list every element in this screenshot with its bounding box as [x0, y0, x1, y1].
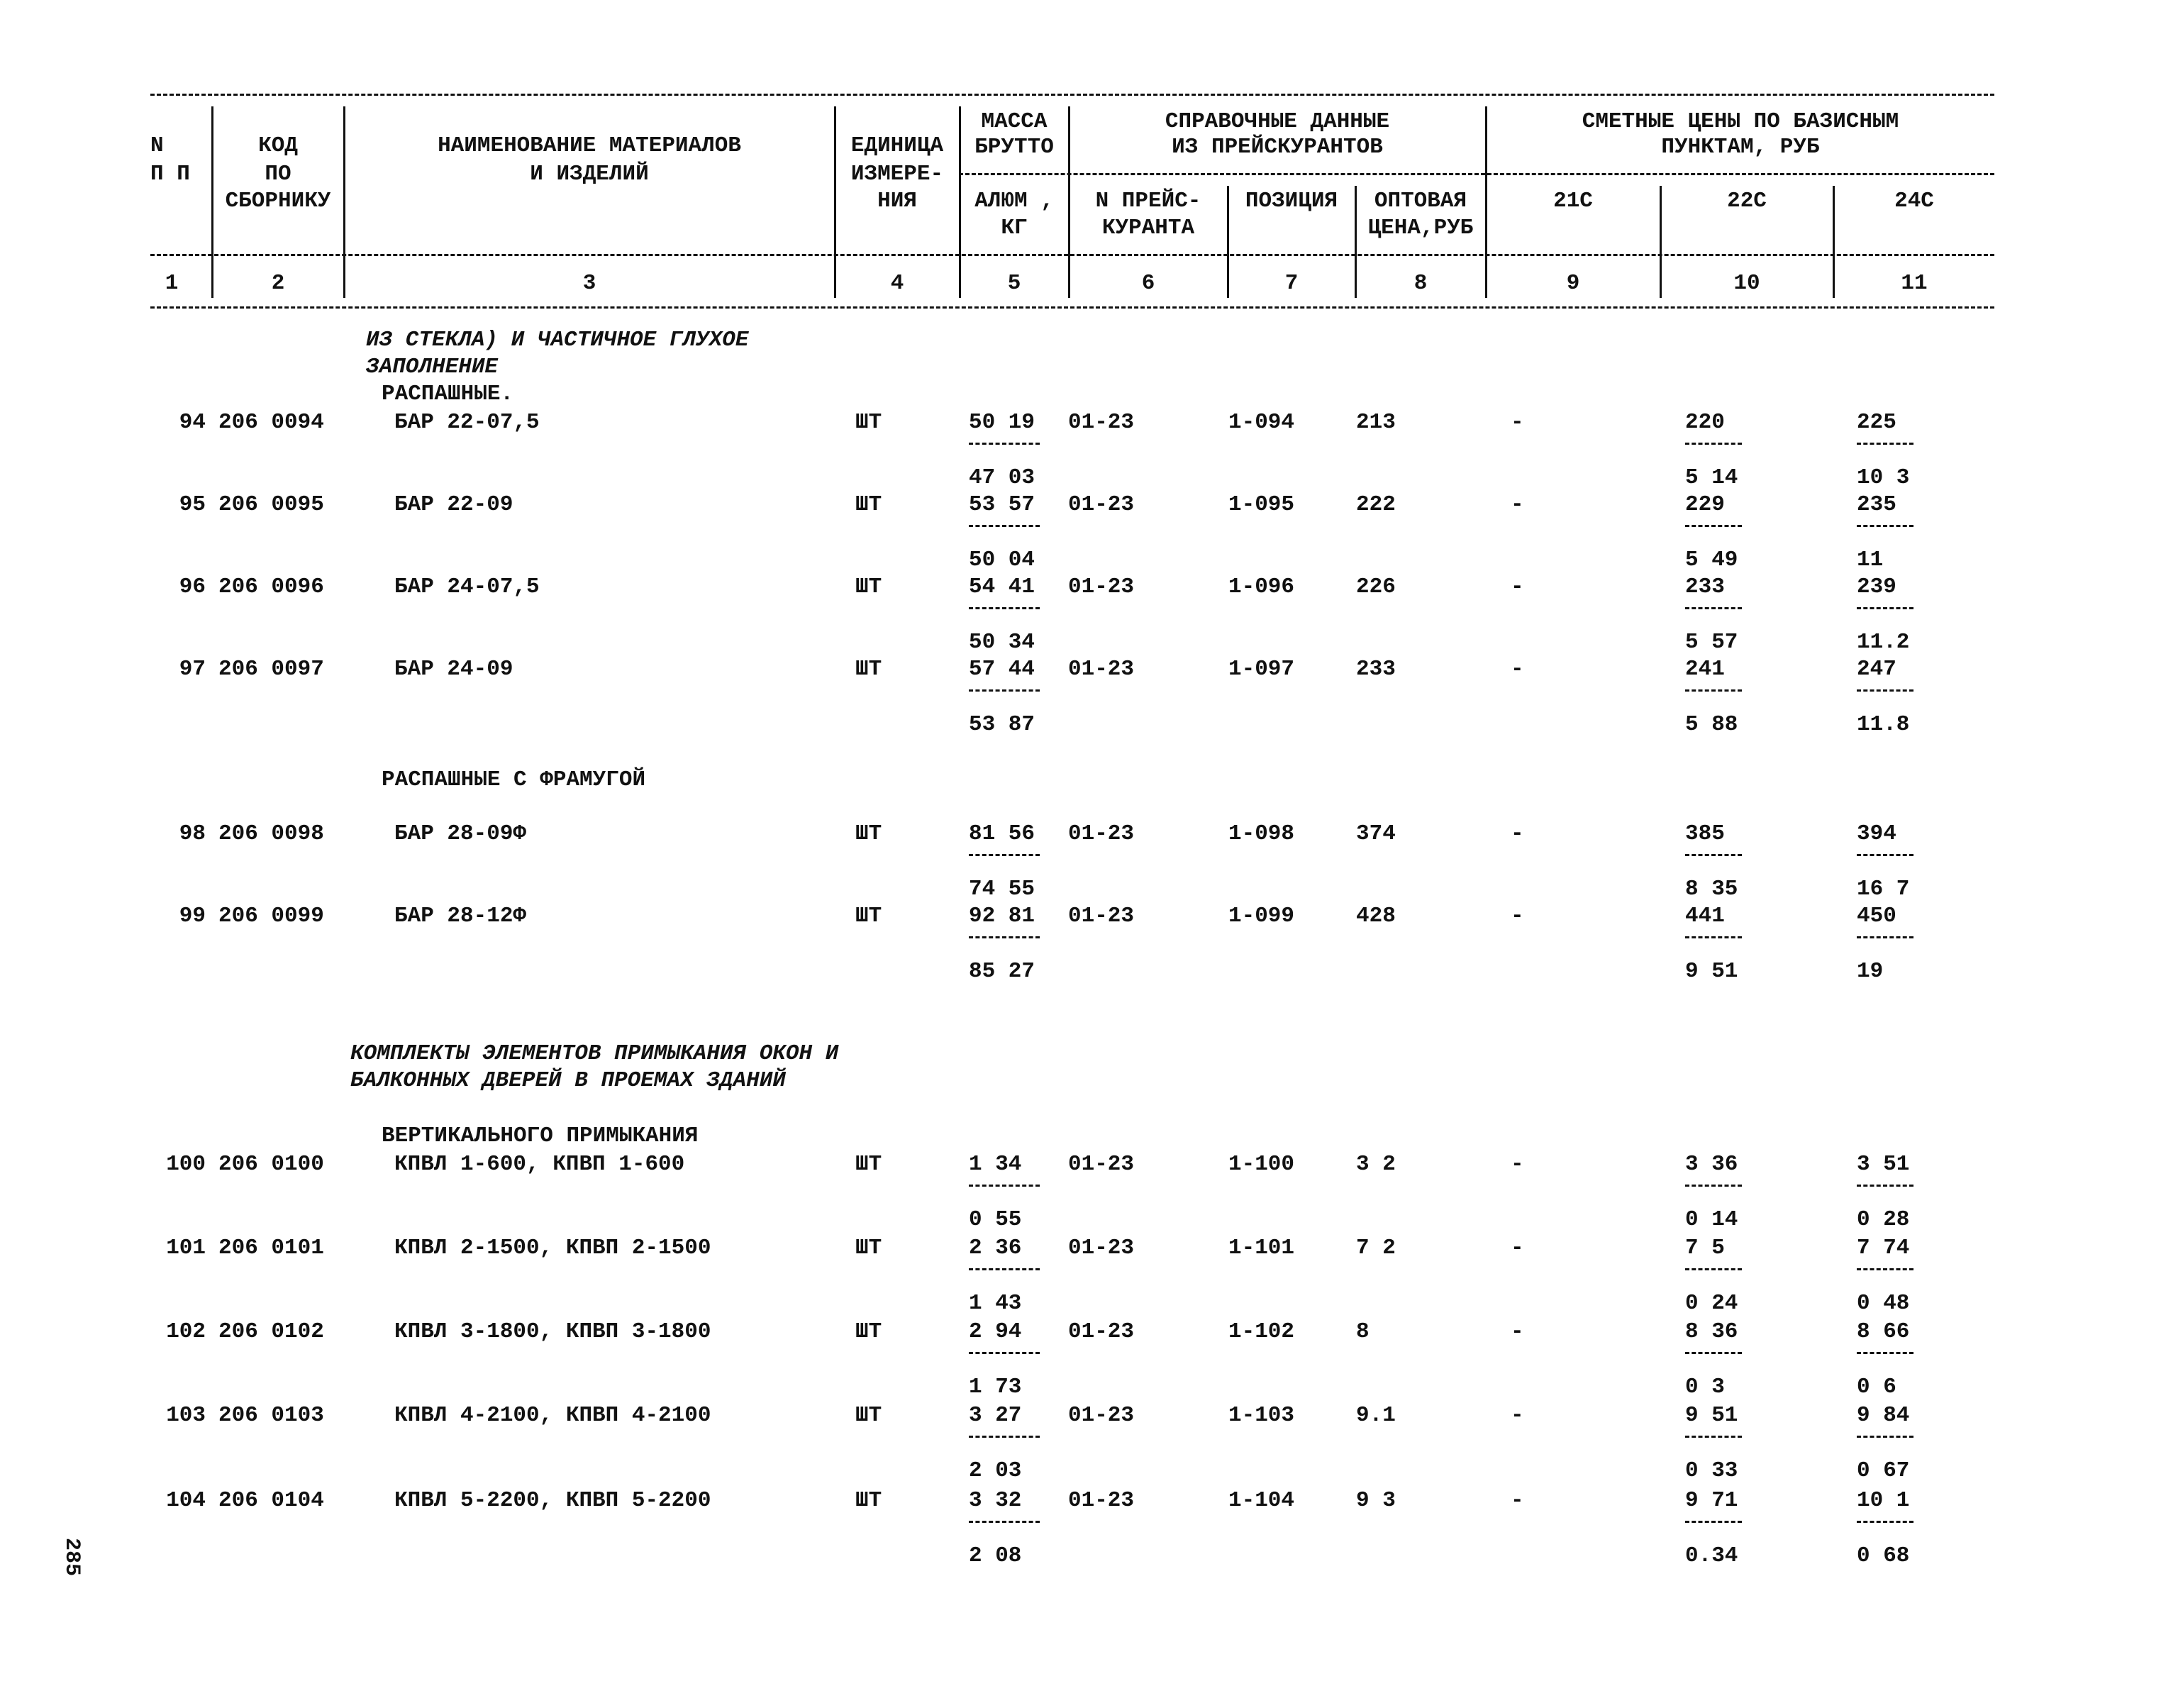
row-price-24c: 450	[1857, 904, 1896, 928]
row-price-22c-extra: 0 14	[1685, 1207, 1738, 1232]
fraction-bar	[1685, 1352, 1742, 1354]
row-mass: 2 36	[969, 1236, 1022, 1260]
row-position: 1-103	[1228, 1403, 1295, 1428]
fraction-bar	[1857, 1185, 1913, 1187]
header-mid-rule	[959, 173, 1994, 175]
row-number: 98	[179, 821, 206, 846]
row-number: 101	[166, 1236, 206, 1260]
row-price-22c: 385	[1685, 821, 1725, 846]
fraction-bar	[1857, 607, 1913, 609]
fraction-bar	[969, 1185, 1040, 1187]
row-wholesale: 226	[1356, 575, 1396, 599]
row-wholesale: 428	[1356, 904, 1396, 928]
header-col2-line3: СБОРНИКУ	[225, 189, 331, 214]
row-price-list: 01-23	[1068, 1403, 1135, 1428]
header-bottom-rule	[150, 254, 1994, 256]
row-name: БАР 28-12Ф	[394, 904, 527, 928]
header-col5-line1: МАССА	[981, 109, 1048, 134]
row-unit: ШТ	[855, 575, 882, 599]
fraction-bar	[969, 525, 1040, 527]
row-alum: 47 03	[969, 465, 1035, 490]
row-price-22c-extra: 5 49	[1685, 548, 1738, 572]
row-price-24c: 9 84	[1857, 1403, 1910, 1428]
colnum-2: 2	[271, 271, 285, 296]
row-mass: 54 41	[969, 575, 1035, 599]
row-price-24c: 225	[1857, 410, 1896, 435]
row-number: 99	[179, 904, 206, 928]
fraction-bar	[1857, 689, 1913, 692]
fraction-bar	[1685, 525, 1742, 527]
row-price-24c-extra: 0 67	[1857, 1458, 1910, 1483]
header-col5-line4: КГ	[1001, 216, 1028, 240]
row-price-list: 01-23	[1068, 575, 1135, 599]
row-code: 206 0099	[218, 904, 324, 928]
row-price-21c: -	[1511, 821, 1524, 846]
header-col1-line1: N	[150, 133, 164, 158]
header-col1-line2: П П	[150, 162, 190, 187]
row-code: 206 0103	[218, 1403, 324, 1428]
row-code: 206 0095	[218, 492, 324, 517]
row-name: БАР 22-09	[394, 492, 513, 517]
row-price-list: 01-23	[1068, 410, 1135, 435]
row-number: 95	[179, 492, 206, 517]
row-name: КПВЛ 4-2100, КПВП 4-2100	[394, 1403, 711, 1428]
section-subheading: РАСПАШНЫЕ.	[382, 382, 514, 406]
row-position: 1-096	[1228, 575, 1295, 599]
section-heading: ЗАПОЛНЕНИЕ	[366, 355, 499, 379]
row-wholesale: 3 2	[1356, 1152, 1396, 1177]
row-price-list: 01-23	[1068, 492, 1135, 517]
header-group-ref-line1: СПРАВОЧНЫЕ ДАННЫЕ	[1165, 109, 1390, 134]
row-position: 1-101	[1228, 1236, 1295, 1260]
header-col8-line1: ОПТОВАЯ	[1374, 189, 1467, 214]
row-wholesale: 233	[1356, 657, 1396, 682]
row-mass: 53 57	[969, 492, 1035, 517]
row-price-21c: -	[1511, 1488, 1524, 1513]
row-price-22c: 8 36	[1685, 1319, 1738, 1344]
section-heading: КОМПЛЕКТЫ ЭЛЕМЕНТОВ ПРИМЫКАНИЯ ОКОН И	[350, 1041, 839, 1066]
row-price-24c-extra: 0 28	[1857, 1207, 1910, 1232]
row-wholesale: 9 3	[1356, 1488, 1396, 1513]
row-price-21c: -	[1511, 904, 1524, 928]
row-price-24c-extra: 11.8	[1857, 712, 1910, 737]
row-mass: 1 34	[969, 1152, 1022, 1177]
row-price-list: 01-23	[1068, 657, 1135, 682]
fraction-bar	[1685, 443, 1742, 445]
colnum-11: 11	[1901, 271, 1928, 296]
row-position: 1-095	[1228, 492, 1295, 517]
colnum-6: 6	[1141, 271, 1155, 296]
row-price-21c: -	[1511, 657, 1524, 682]
header-col5-line3: АЛЮМ ,	[974, 189, 1054, 214]
section-heading: ИЗ СТЕКЛА) И ЧАСТИЧНОЕ ГЛУХОЕ	[366, 328, 749, 353]
row-price-22c: 3 36	[1685, 1152, 1738, 1177]
row-mass: 81 56	[969, 821, 1035, 846]
row-price-24c-extra: 0 68	[1857, 1543, 1910, 1568]
row-price-24c: 247	[1857, 657, 1896, 682]
row-mass: 50 19	[969, 410, 1035, 435]
header-col5-line2: БРУТТО	[974, 135, 1054, 160]
row-name: КПВЛ 5-2200, КПВП 5-2200	[394, 1488, 711, 1513]
fraction-bar	[1685, 1521, 1742, 1523]
fraction-bar	[969, 607, 1040, 609]
row-wholesale: 222	[1356, 492, 1396, 517]
row-price-21c: -	[1511, 492, 1524, 517]
colnum-8: 8	[1413, 271, 1428, 296]
row-mass: 3 27	[969, 1403, 1022, 1428]
row-price-24c-extra: 11	[1857, 548, 1884, 572]
header-group-prices-line1: СМЕТНЫЕ ЦЕНЫ ПО БАЗИСНЫМ	[1582, 109, 1899, 134]
row-price-22c-extra: 0 24	[1685, 1291, 1738, 1316]
row-price-24c: 10 1	[1857, 1488, 1910, 1513]
row-alum: 1 43	[969, 1291, 1022, 1316]
row-unit: ШТ	[855, 821, 882, 846]
row-code: 206 0097	[218, 657, 324, 682]
row-alum: 1 73	[969, 1375, 1022, 1399]
section-subheading: РАСПАШНЫЕ С ФРАМУГОЙ	[382, 767, 646, 792]
row-alum: 2 03	[969, 1458, 1022, 1483]
row-unit: ШТ	[855, 1236, 882, 1260]
row-alum: 53 87	[969, 712, 1035, 737]
row-wholesale: 7 2	[1356, 1236, 1396, 1260]
row-price-22c: 441	[1685, 904, 1725, 928]
colnum-bottom-rule	[150, 306, 1994, 309]
fraction-bar	[1685, 1268, 1742, 1270]
header-group-ref-line2: ИЗ ПРЕЙСКУРАНТОВ	[1172, 135, 1383, 160]
row-code: 206 0094	[218, 410, 324, 435]
colnum-1: 1	[165, 271, 179, 296]
row-price-24c-extra: 0 6	[1857, 1375, 1896, 1399]
row-name: БАР 28-09Ф	[394, 821, 527, 846]
header-top-rule	[150, 94, 1994, 96]
fraction-bar	[1857, 443, 1913, 445]
row-name: КПВЛ 2-1500, КПВП 2-1500	[394, 1236, 711, 1260]
row-number: 103	[166, 1403, 206, 1428]
row-unit: ШТ	[855, 904, 882, 928]
row-price-24c: 235	[1857, 492, 1896, 517]
row-position: 1-100	[1228, 1152, 1295, 1177]
row-price-22c-extra: 8 35	[1685, 877, 1738, 902]
row-code: 206 0100	[218, 1152, 324, 1177]
row-alum: 50 34	[969, 630, 1035, 655]
row-number: 97	[179, 657, 206, 682]
section-heading: БАЛКОННЫХ ДВЕРЕЙ В ПРОЕМАХ ЗДАНИЙ	[350, 1068, 786, 1093]
row-price-21c: -	[1511, 1403, 1524, 1428]
row-price-list: 01-23	[1068, 1236, 1135, 1260]
header-col9: 21С	[1553, 189, 1593, 214]
row-mass: 57 44	[969, 657, 1035, 682]
row-price-24c-extra: 19	[1857, 959, 1884, 984]
section-subheading: ВЕРТИКАЛЬНОГО ПРИМЫКАНИЯ	[382, 1124, 699, 1148]
row-price-21c: -	[1511, 1152, 1524, 1177]
fraction-bar	[969, 854, 1040, 856]
row-price-21c: -	[1511, 1319, 1524, 1344]
fraction-bar	[1857, 854, 1913, 856]
colnum-10: 10	[1733, 271, 1760, 296]
row-price-22c-extra: 5 57	[1685, 630, 1738, 655]
row-price-22c-extra: 9 51	[1685, 959, 1738, 984]
row-name: БАР 24-09	[394, 657, 513, 682]
fraction-bar	[1685, 854, 1742, 856]
row-mass: 2 94	[969, 1319, 1022, 1344]
row-wholesale: 374	[1356, 821, 1396, 846]
row-wholesale: 213	[1356, 410, 1396, 435]
row-name: КПВЛ 3-1800, КПВП 3-1800	[394, 1319, 711, 1344]
row-number: 100	[166, 1152, 206, 1177]
row-price-list: 01-23	[1068, 1152, 1135, 1177]
row-price-21c: -	[1511, 575, 1524, 599]
row-mass: 3 32	[969, 1488, 1022, 1513]
row-price-21c: -	[1511, 410, 1524, 435]
header-col2-line2: ПО	[265, 162, 291, 187]
header-col2-line1: КОД	[258, 133, 298, 158]
header-group-prices-line2: ПУНКТАМ, РУБ	[1661, 135, 1820, 160]
row-unit: ШТ	[855, 1152, 882, 1177]
row-position: 1-094	[1228, 410, 1295, 435]
fraction-bar	[1685, 1185, 1742, 1187]
fraction-bar	[1685, 689, 1742, 692]
header-col4-line2: ИЗМЕРЕ-	[850, 162, 944, 187]
row-price-22c: 220	[1685, 410, 1725, 435]
row-price-22c: 241	[1685, 657, 1725, 682]
row-price-24c-extra: 10 3	[1857, 465, 1910, 490]
row-price-list: 01-23	[1068, 821, 1135, 846]
header-col10: 22С	[1727, 189, 1767, 214]
row-price-list: 01-23	[1068, 1319, 1135, 1344]
row-position: 1-102	[1228, 1319, 1295, 1344]
row-alum: 74 55	[969, 877, 1035, 902]
row-price-24c-extra: 0 48	[1857, 1291, 1910, 1316]
colnum-7: 7	[1284, 271, 1299, 296]
fraction-bar	[1685, 607, 1742, 609]
fraction-bar	[1685, 1436, 1742, 1438]
row-price-24c: 8 66	[1857, 1319, 1910, 1344]
fraction-bar	[1857, 1521, 1913, 1523]
row-unit: ШТ	[855, 1488, 882, 1513]
header-col7: ПОЗИЦИЯ	[1245, 189, 1338, 214]
header-col4-line1: ЕДИНИЦА	[850, 133, 944, 158]
colnum-4: 4	[890, 271, 904, 296]
row-mass: 92 81	[969, 904, 1035, 928]
header-col3-line1: НАИМЕНОВАНИЕ МАТЕРИАЛОВ	[438, 133, 741, 158]
header-col4-line3: НИЯ	[877, 189, 917, 214]
row-price-24c: 394	[1857, 821, 1896, 846]
row-number: 94	[179, 410, 206, 435]
row-alum: 2 08	[969, 1543, 1022, 1568]
row-position: 1-099	[1228, 904, 1295, 928]
row-number: 96	[179, 575, 206, 599]
row-name: БАР 22-07,5	[394, 410, 540, 435]
row-price-21c: -	[1511, 1236, 1524, 1260]
row-unit: ШТ	[855, 657, 882, 682]
row-code: 206 0101	[218, 1236, 324, 1260]
row-name: КПВЛ 1-600, КПВП 1-600	[394, 1152, 685, 1177]
header-col11: 24С	[1894, 189, 1934, 214]
row-price-22c: 7 5	[1685, 1236, 1725, 1260]
header-col6-line2: КУРАНТА	[1101, 216, 1195, 240]
fraction-bar	[1857, 1352, 1913, 1354]
row-wholesale: 9.1	[1356, 1403, 1396, 1428]
row-number: 102	[166, 1319, 206, 1344]
row-position: 1-104	[1228, 1488, 1295, 1513]
header-col8-line2: ЦЕНА,РУБ	[1367, 216, 1474, 240]
row-price-22c-extra: 5 14	[1685, 465, 1738, 490]
row-position: 1-098	[1228, 821, 1295, 846]
row-code: 206 0102	[218, 1319, 324, 1344]
fraction-bar	[1857, 525, 1913, 527]
row-number: 104	[166, 1488, 206, 1513]
row-price-22c-extra: 0.34	[1685, 1543, 1738, 1568]
fraction-bar	[969, 1436, 1040, 1438]
row-price-22c: 229	[1685, 492, 1725, 517]
row-price-22c-extra: 0 33	[1685, 1458, 1738, 1483]
row-code: 206 0096	[218, 575, 324, 599]
page-number: 285	[60, 1538, 84, 1577]
fraction-bar	[969, 1521, 1040, 1523]
row-price-24c: 3 51	[1857, 1152, 1910, 1177]
row-name: БАР 24-07,5	[394, 575, 540, 599]
colnum-5: 5	[1007, 271, 1021, 296]
row-alum: 85 27	[969, 959, 1035, 984]
row-unit: ШТ	[855, 1403, 882, 1428]
row-price-24c: 7 74	[1857, 1236, 1910, 1260]
fraction-bar	[969, 443, 1040, 445]
fraction-bar	[1857, 936, 1913, 938]
row-alum: 50 04	[969, 548, 1035, 572]
row-code: 206 0098	[218, 821, 324, 846]
row-price-22c-extra: 5 88	[1685, 712, 1738, 737]
fraction-bar	[1685, 936, 1742, 938]
row-price-list: 01-23	[1068, 1488, 1135, 1513]
header-col6-line1: N ПРЕЙС-	[1095, 189, 1201, 214]
colnum-3: 3	[582, 271, 596, 296]
fraction-bar	[1857, 1268, 1913, 1270]
row-unit: ШТ	[855, 492, 882, 517]
row-price-24c-extra: 16 7	[1857, 877, 1910, 902]
fraction-bar	[969, 1268, 1040, 1270]
row-position: 1-097	[1228, 657, 1295, 682]
row-price-22c-extra: 0 3	[1685, 1375, 1725, 1399]
fraction-bar	[969, 689, 1040, 692]
row-alum: 0 55	[969, 1207, 1022, 1232]
row-price-22c: 9 51	[1685, 1403, 1738, 1428]
row-code: 206 0104	[218, 1488, 324, 1513]
row-price-24c-extra: 11.2	[1857, 630, 1910, 655]
row-unit: ШТ	[855, 1319, 882, 1344]
row-unit: ШТ	[855, 410, 882, 435]
colnum-9: 9	[1566, 271, 1580, 296]
row-wholesale: 8	[1356, 1319, 1370, 1344]
fraction-bar	[969, 936, 1040, 938]
header-col3-line2: И ИЗДЕЛИЙ	[530, 162, 649, 187]
fraction-bar	[969, 1352, 1040, 1354]
row-price-24c: 239	[1857, 575, 1896, 599]
row-price-list: 01-23	[1068, 904, 1135, 928]
row-price-22c: 9 71	[1685, 1488, 1738, 1513]
row-price-22c: 233	[1685, 575, 1725, 599]
fraction-bar	[1857, 1436, 1913, 1438]
